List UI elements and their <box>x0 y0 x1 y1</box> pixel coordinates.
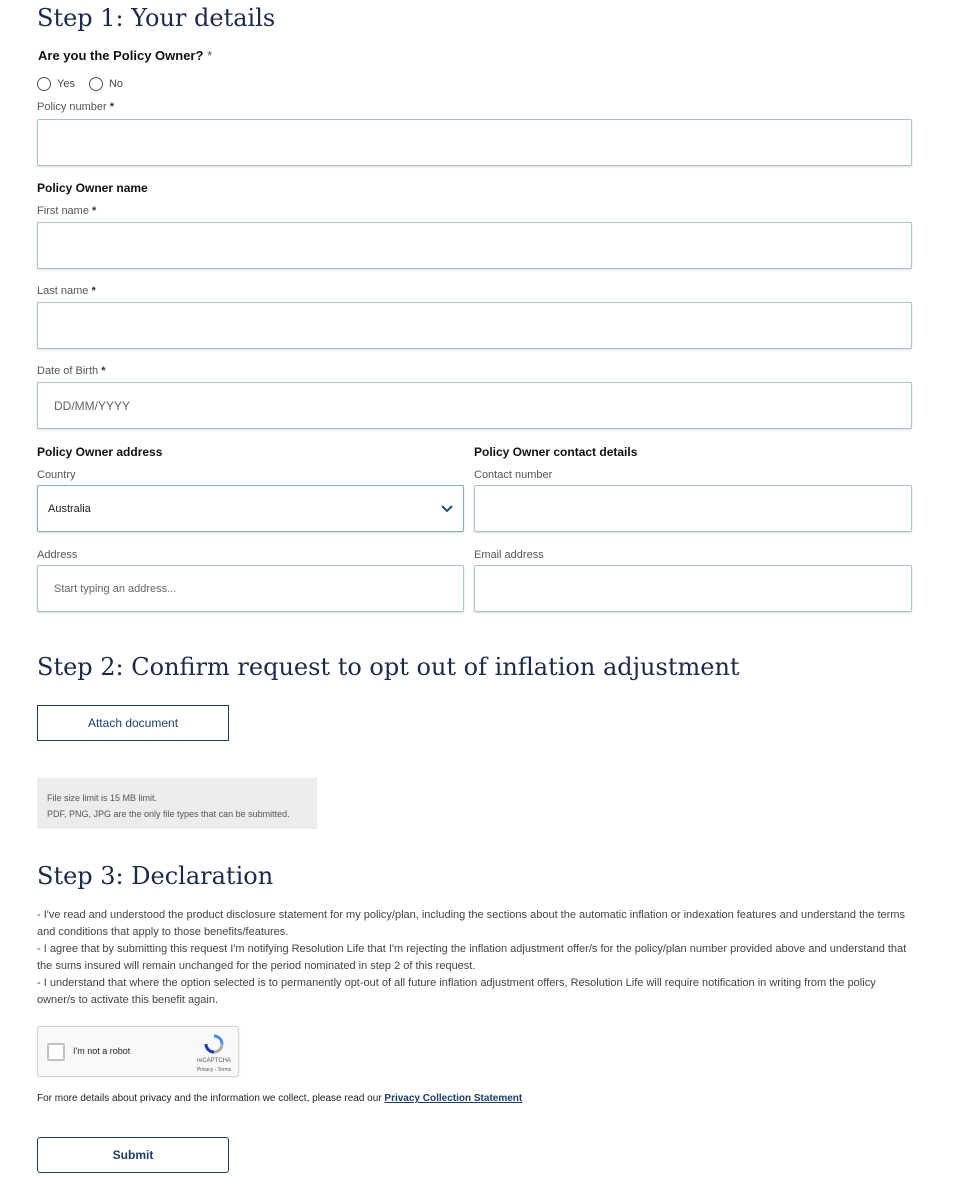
recaptcha-label: I'm not a robot <box>73 1046 131 1056</box>
policy-number-label <box>37 101 114 113</box>
file-type-note: PDF, PNG, JPG are the only file types that can be submitted. <box>47 809 290 819</box>
contact-number-label: Contact number <box>474 469 553 481</box>
policy-number-input[interactable] <box>37 119 912 166</box>
radio-yes[interactable] <box>37 77 75 91</box>
attach-document-button[interactable]: Attach document <box>37 705 229 741</box>
policy-number-label-text: Policy number <box>37 101 107 113</box>
radio-no-circle[interactable] <box>89 77 103 91</box>
address-label: Address <box>37 549 78 561</box>
last-name-label <box>37 285 96 297</box>
privacy-collection-link[interactable]: Privacy Collection Statement <box>384 1093 523 1104</box>
radio-yes-circle[interactable] <box>37 77 51 91</box>
country-select[interactable] <box>37 485 464 532</box>
declaration-item: - I've read and understood the product disclosure statement for my policy/plan, including the sections about the automatic inflation or indexation features and understand the terms and conditions that apply to those benefits/features. <box>37 909 905 938</box>
radio-no[interactable] <box>89 77 123 91</box>
contact-heading: Policy Owner contact details <box>474 445 638 459</box>
declaration-text <box>37 907 917 1009</box>
address-heading: Policy Owner address <box>37 445 163 459</box>
step2-title: Step 2: Confirm request to opt out of inflation adjustment <box>37 653 740 681</box>
contact-number-input[interactable] <box>474 485 912 532</box>
owner-name-heading: Policy Owner name <box>37 181 148 195</box>
recaptcha-brand: reCAPTCHA <box>196 1058 231 1064</box>
address-placeholder: Start typing an address... <box>54 582 177 595</box>
first-name-input[interactable] <box>37 222 912 269</box>
email-input[interactable] <box>474 565 912 612</box>
country-label: Country <box>37 469 76 481</box>
dob-label <box>37 365 105 377</box>
policy-owner-question <box>38 48 212 63</box>
declaration-item: - I agree that by submitting this request I'm notifying Resolution Life that I'm rejecting the inflation adjustment offer/s for the policy/plan number provided above and understand that the sums insured will remain unchanged for the period nominated in step 2 of this request. <box>37 943 907 972</box>
recaptcha-checkbox[interactable] <box>47 1043 65 1061</box>
recaptcha-logo-icon <box>203 1034 225 1059</box>
required-mark: * <box>92 205 97 217</box>
email-label: Email address <box>474 549 544 561</box>
privacy-text: For more details about privacy and the information we collect, please read our <box>37 1093 382 1104</box>
radio-no-label: No <box>108 78 124 90</box>
privacy-note <box>37 1093 522 1104</box>
file-size-note: File size limit is 15 MB limit. <box>47 793 158 803</box>
first-name-label-text: First name <box>37 205 89 217</box>
required-mark: * <box>91 285 96 297</box>
recaptcha-widget <box>37 1026 239 1077</box>
step1-title: Step 1: Your details <box>37 4 276 32</box>
last-name-input[interactable] <box>37 302 912 349</box>
dob-placeholder: DD/MM/YYYY <box>54 398 131 413</box>
dob-label-text: Date of Birth <box>37 365 99 377</box>
country-value: Australia <box>48 502 91 515</box>
last-name-label-text: Last name <box>37 285 89 297</box>
step3-title: Step 3: Declaration <box>37 862 274 890</box>
radio-yes-label: Yes <box>57 78 75 90</box>
required-mark: * <box>109 101 115 113</box>
dob-input[interactable] <box>37 382 912 429</box>
required-mark: * <box>207 48 213 63</box>
address-input[interactable] <box>37 565 464 612</box>
submit-button[interactable]: Submit <box>37 1137 229 1173</box>
chevron-down-icon <box>441 505 463 513</box>
policy-owner-radio-group <box>37 77 123 91</box>
declaration-item: - I understand that where the option selected is to permanently opt-out of all future inflation adjustment offers, Resolution Life will require notification in writing from the policy owner/s to activate this benefit again. <box>37 977 876 1006</box>
recaptcha-links[interactable]: Privacy - Terms <box>196 1067 232 1073</box>
first-name-label <box>37 205 96 217</box>
policy-owner-question-text: Are you the Policy Owner? <box>38 48 204 63</box>
file-info-box <box>37 778 317 829</box>
required-mark: * <box>101 365 106 377</box>
